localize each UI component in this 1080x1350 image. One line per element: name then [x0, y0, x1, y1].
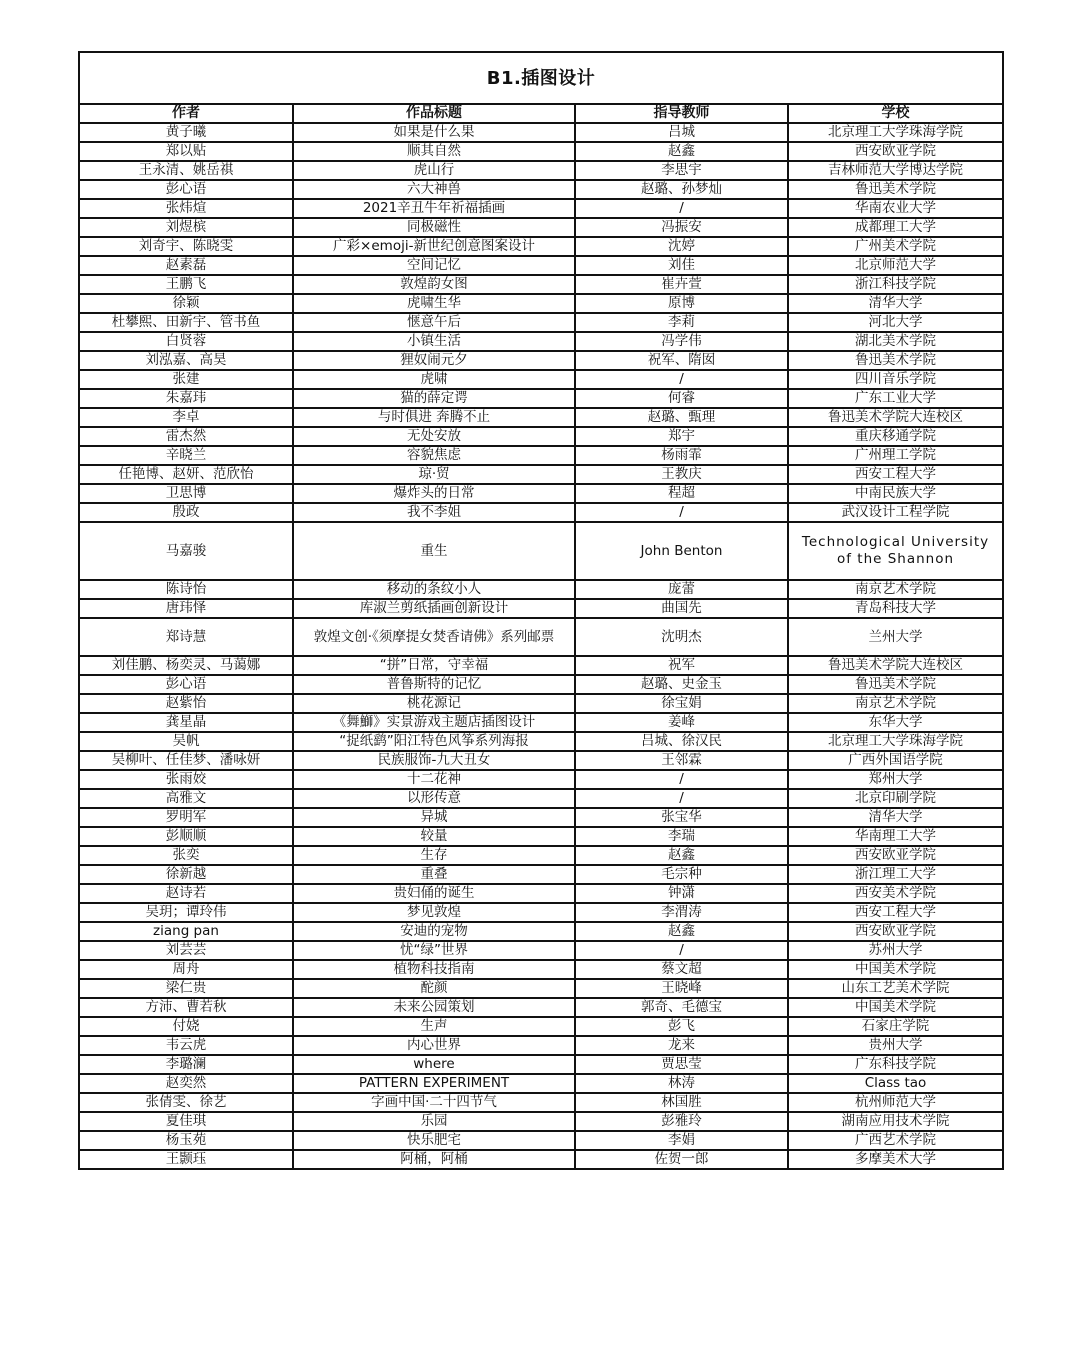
cell-school: 北京理工大学珠海学院: [788, 732, 1003, 751]
table-row: [79, 713, 1003, 732]
cell-author: 龚星晶: [79, 713, 293, 732]
table-body: [79, 123, 1003, 1169]
cell-instructor: 曲国先: [575, 599, 788, 618]
cell-author: 郑诗慧: [79, 618, 293, 656]
table-row: [79, 865, 1003, 884]
cell-author: 周舟: [79, 960, 293, 979]
cell-author: 陈诗怡: [79, 580, 293, 599]
cell-school: 湖南应用技术学院: [788, 1112, 1003, 1131]
table-row: [79, 789, 1003, 808]
table-row: [79, 332, 1003, 351]
cell-author: 杨玉苑: [79, 1131, 293, 1150]
cell-work-title: 贵妇俑的诞生: [293, 884, 575, 903]
cell-author: 殷政: [79, 503, 293, 522]
cell-school: 中国美术学院: [788, 960, 1003, 979]
table-row: [79, 313, 1003, 332]
cell-author: 吴柳叶、任佳梦、潘咏妍: [79, 751, 293, 770]
table-row: [79, 979, 1003, 998]
cell-instructor: 赵鑫: [575, 142, 788, 161]
cell-work-title: 以形传意: [293, 789, 575, 808]
cell-author: 夏佳琪: [79, 1112, 293, 1131]
cell-school: 广西艺术学院: [788, 1131, 1003, 1150]
cell-instructor: /: [575, 789, 788, 808]
cell-school: 华南农业大学: [788, 199, 1003, 218]
cell-work-title: 安迪的宠物: [293, 922, 575, 941]
cell-author: 卫思博: [79, 484, 293, 503]
cell-author: ziang pan: [79, 922, 293, 941]
table-row: [79, 1017, 1003, 1036]
table-row: [79, 218, 1003, 237]
cell-author: 付娆: [79, 1017, 293, 1036]
cell-author: 徐颖: [79, 294, 293, 313]
cell-work-title: 容貌焦虑: [293, 446, 575, 465]
cell-author: 郑以贴: [79, 142, 293, 161]
cell-work-title: PATTERN EXPERIMENT: [293, 1074, 575, 1093]
cell-work-title: 敦煌韵女图: [293, 275, 575, 294]
cell-author: 王颢珏: [79, 1150, 293, 1169]
table-row: [79, 123, 1003, 142]
cell-instructor: 郑宇: [575, 427, 788, 446]
cell-work-title: 库淑兰剪纸插画创新设计: [293, 599, 575, 618]
cell-instructor: 张宝华: [575, 808, 788, 827]
cell-author: 白贤蓉: [79, 332, 293, 351]
cell-work-title: 虎啸生华: [293, 294, 575, 313]
table-row: [79, 960, 1003, 979]
table-row: [79, 180, 1003, 199]
cell-instructor: /: [575, 503, 788, 522]
cell-school: 浙江科技学院: [788, 275, 1003, 294]
cell-school: 清华大学: [788, 808, 1003, 827]
cell-work-title: 较量: [293, 827, 575, 846]
cell-instructor: 李渭涛: [575, 903, 788, 922]
table-row: [79, 142, 1003, 161]
cell-work-title: 虎啸: [293, 370, 575, 389]
cell-school: 广西外国语学院: [788, 751, 1003, 770]
table-row: [79, 1112, 1003, 1131]
table-row: [79, 827, 1003, 846]
table-row: [79, 770, 1003, 789]
cell-work-title: 移动的条纹小人: [293, 580, 575, 599]
cell-school: 重庆移通学院: [788, 427, 1003, 446]
cell-author: 刘佳鹏、杨奕灵、马蔼娜: [79, 656, 293, 675]
table-row: [79, 1150, 1003, 1169]
cell-author: 张奕: [79, 846, 293, 865]
table-row: [79, 408, 1003, 427]
table-row: [79, 1093, 1003, 1112]
cell-school: 成都理工大学: [788, 218, 1003, 237]
header-author: 作者: [79, 104, 293, 123]
cell-work-title: 《舞鰤》实景游戏主题店插图设计: [293, 713, 575, 732]
table-row: [79, 675, 1003, 694]
cell-instructor: 冯振安: [575, 218, 788, 237]
cell-instructor: 刘佳: [575, 256, 788, 275]
cell-instructor: 赵璐、孙梦灿: [575, 180, 788, 199]
cell-author: 吴玥；谭玲伟: [79, 903, 293, 922]
cell-school: 鲁迅美术学院: [788, 675, 1003, 694]
cell-school: 鲁迅美术学院大连校区: [788, 656, 1003, 675]
header-instructor: 指导教师: [575, 104, 788, 123]
cell-instructor: 李娟: [575, 1131, 788, 1150]
cell-instructor: 李瑞: [575, 827, 788, 846]
cell-school: 北京理工大学珠海学院: [788, 123, 1003, 142]
cell-school: 广东科技学院: [788, 1055, 1003, 1074]
cell-work-title: 敦煌文创·《须摩提女焚香请佛》系列邮票: [293, 618, 575, 656]
table-row: [79, 846, 1003, 865]
cell-author: 黄子曦: [79, 123, 293, 142]
cell-school: 青岛科技大学: [788, 599, 1003, 618]
table-row: [79, 694, 1003, 713]
cell-instructor: /: [575, 770, 788, 789]
cell-author: 方沛、曹若秋: [79, 998, 293, 1017]
cell-school: 广州美术学院: [788, 237, 1003, 256]
table-row: [79, 751, 1003, 770]
cell-work-title: 未来公园策划: [293, 998, 575, 1017]
cell-school: 石家庄学院: [788, 1017, 1003, 1036]
cell-work-title: 顺其自然: [293, 142, 575, 161]
cell-instructor: 何睿: [575, 389, 788, 408]
cell-instructor: 王教庆: [575, 465, 788, 484]
cell-work-title: 阿桶，阿桶: [293, 1150, 575, 1169]
cell-work-title: “拼”日常，守幸福: [293, 656, 575, 675]
cell-school: 西安工程大学: [788, 465, 1003, 484]
cell-school: 西安欧亚学院: [788, 922, 1003, 941]
cell-author: 赵紫怡: [79, 694, 293, 713]
table-row: [79, 656, 1003, 675]
cell-work-title: 爆炸头的日常: [293, 484, 575, 503]
table-row: [79, 370, 1003, 389]
cell-author: 朱嘉玮: [79, 389, 293, 408]
cell-instructor: 杨雨霏: [575, 446, 788, 465]
table-row: [79, 446, 1003, 465]
table-row: [79, 522, 1003, 580]
cell-instructor: 吕城: [575, 123, 788, 142]
table-title: B1.插图设计: [79, 52, 1003, 104]
cell-school: 武汉设计工程学院: [788, 503, 1003, 522]
table-row: [79, 732, 1003, 751]
cell-work-title: 我不李姐: [293, 503, 575, 522]
cell-instructor: 崔卉萱: [575, 275, 788, 294]
cell-instructor: 彭飞: [575, 1017, 788, 1036]
cell-instructor: 赵鑫: [575, 846, 788, 865]
cell-instructor: /: [575, 941, 788, 960]
header-school: 学校: [788, 104, 1003, 123]
cell-instructor: /: [575, 199, 788, 218]
cell-work-title: 小镇生活: [293, 332, 575, 351]
cell-school: 贵州大学: [788, 1036, 1003, 1055]
cell-author: 刘泓嘉、高昊: [79, 351, 293, 370]
cell-work-title: 广彩×emoji-新世纪创意图案设计: [293, 237, 575, 256]
table-row: [79, 998, 1003, 1017]
cell-school: 河北大学: [788, 313, 1003, 332]
table-row: [79, 903, 1003, 922]
table-row: [79, 1074, 1003, 1093]
table-row: [79, 465, 1003, 484]
cell-school: 鲁迅美术学院大连校区: [788, 408, 1003, 427]
cell-author: 辛晓兰: [79, 446, 293, 465]
cell-author: 彭心语: [79, 180, 293, 199]
cell-instructor: 郭奇、毛德宝: [575, 998, 788, 1017]
cell-school: 广州理工学院: [788, 446, 1003, 465]
cell-instructor: 冯学伟: [575, 332, 788, 351]
cell-author: 刘奇宇、陈晓雯: [79, 237, 293, 256]
cell-instructor: 沈婷: [575, 237, 788, 256]
cell-school: 清华大学: [788, 294, 1003, 313]
cell-instructor: /: [575, 370, 788, 389]
cell-instructor: 林涛: [575, 1074, 788, 1093]
cell-school: 北京师范大学: [788, 256, 1003, 275]
table-row: [79, 1055, 1003, 1074]
table-row: [79, 1131, 1003, 1150]
cell-school: 西安欧亚学院: [788, 142, 1003, 161]
table-row: [79, 599, 1003, 618]
cell-work-title: “捉纸鹞”阳江特色风筝系列海报: [293, 732, 575, 751]
cell-instructor: 佐贺一郎: [575, 1150, 788, 1169]
cell-work-title: where: [293, 1055, 575, 1074]
cell-author: 王鹏飞: [79, 275, 293, 294]
table-row: [79, 275, 1003, 294]
cell-author: 韦云虎: [79, 1036, 293, 1055]
table-row: [79, 237, 1003, 256]
cell-instructor: 彭雅玲: [575, 1112, 788, 1131]
cell-author: 彭心语: [79, 675, 293, 694]
table-row: [79, 161, 1003, 180]
cell-author: 赵诗若: [79, 884, 293, 903]
table-row: [79, 1036, 1003, 1055]
cell-work-title: 空间记忆: [293, 256, 575, 275]
cell-work-title: 民族服饰-九大丑女: [293, 751, 575, 770]
table-row: [79, 484, 1003, 503]
cell-school: 中南民族大学: [788, 484, 1003, 503]
award-table: [78, 51, 1004, 1170]
cell-school: 西安工程大学: [788, 903, 1003, 922]
cell-instructor: 赵璐、甄理: [575, 408, 788, 427]
cell-instructor: 王邻霖: [575, 751, 788, 770]
cell-instructor: 祝军、隋囡: [575, 351, 788, 370]
table-row: [79, 294, 1003, 313]
cell-school: Technological University of the Shannon: [788, 522, 1003, 580]
cell-instructor: 林国胜: [575, 1093, 788, 1112]
cell-instructor: 蔡文超: [575, 960, 788, 979]
cell-author: 张建: [79, 370, 293, 389]
cell-school: 湖北美术学院: [788, 332, 1003, 351]
table-row: [79, 503, 1003, 522]
cell-work-title: 植物科技指南: [293, 960, 575, 979]
cell-work-title: 2021辛丑牛年祈福插画: [293, 199, 575, 218]
cell-author: 李璐澜: [79, 1055, 293, 1074]
cell-author: 张炜煊: [79, 199, 293, 218]
cell-author: 徐新越: [79, 865, 293, 884]
cell-work-title: 无处安放: [293, 427, 575, 446]
cell-work-title: 与时俱进 奔腾不止: [293, 408, 575, 427]
cell-work-title: 乐园: [293, 1112, 575, 1131]
header-work-title: 作品标题: [293, 104, 575, 123]
cell-instructor: 钟潇: [575, 884, 788, 903]
cell-work-title: 惬意午后: [293, 313, 575, 332]
cell-school: 鲁迅美术学院: [788, 351, 1003, 370]
cell-school: 吉林师范大学博达学院: [788, 161, 1003, 180]
cell-instructor: 贾思莹: [575, 1055, 788, 1074]
cell-work-title: 字画中国·二十四节气: [293, 1093, 575, 1112]
cell-work-title: 内心世界: [293, 1036, 575, 1055]
cell-author: 赵素磊: [79, 256, 293, 275]
cell-instructor: 姜峰: [575, 713, 788, 732]
cell-school: 山东工艺美术学院: [788, 979, 1003, 998]
cell-school: 南京艺术学院: [788, 694, 1003, 713]
cell-author: 杜攀熙、田新宇、管书鱼: [79, 313, 293, 332]
cell-work-title: 十二花神: [293, 770, 575, 789]
cell-school: 苏州大学: [788, 941, 1003, 960]
cell-work-title: 虎山行: [293, 161, 575, 180]
table-row: [79, 922, 1003, 941]
cell-work-title: 生声: [293, 1017, 575, 1036]
cell-instructor: 李思宇: [575, 161, 788, 180]
award-table-document: [78, 51, 1002, 1170]
table-row: [79, 256, 1003, 275]
cell-work-title: 快乐肥宅: [293, 1131, 575, 1150]
cell-school: 西安美术学院: [788, 884, 1003, 903]
cell-work-title: 猫的薛定谔: [293, 389, 575, 408]
cell-author: 唐玮怿: [79, 599, 293, 618]
cell-school: 华南理工大学: [788, 827, 1003, 846]
cell-work-title: 琼·贸: [293, 465, 575, 484]
cell-author: 刘煜槟: [79, 218, 293, 237]
cell-school: 郑州大学: [788, 770, 1003, 789]
cell-author: 马嘉骏: [79, 522, 293, 580]
cell-author: 李卓: [79, 408, 293, 427]
cell-work-title: 梦见敦煌: [293, 903, 575, 922]
cell-author: 刘芸芸: [79, 941, 293, 960]
header-row: [79, 104, 1003, 123]
cell-instructor: 龙来: [575, 1036, 788, 1055]
table-row: [79, 884, 1003, 903]
cell-school: 南京艺术学院: [788, 580, 1003, 599]
cell-author: 张雨姣: [79, 770, 293, 789]
cell-author: 罗明军: [79, 808, 293, 827]
cell-author: 王永清、姚岳祺: [79, 161, 293, 180]
table-row: [79, 427, 1003, 446]
cell-work-title: 重生: [293, 522, 575, 580]
cell-author: 任艳博、赵妍、范欣怡: [79, 465, 293, 484]
cell-school: 浙江理工大学: [788, 865, 1003, 884]
cell-author: 高雅文: [79, 789, 293, 808]
table-row: [79, 351, 1003, 370]
cell-school: 兰州大学: [788, 618, 1003, 656]
cell-school: 杭州师范大学: [788, 1093, 1003, 1112]
cell-instructor: 庞蕾: [575, 580, 788, 599]
cell-instructor: 吕城、徐汉民: [575, 732, 788, 751]
cell-work-title: 生存: [293, 846, 575, 865]
cell-work-title: 如果是什么果: [293, 123, 575, 142]
cell-author: 赵奕然: [79, 1074, 293, 1093]
cell-author: 雷杰然: [79, 427, 293, 446]
cell-instructor: John Benton: [575, 522, 788, 580]
table-row: [79, 389, 1003, 408]
title-row: [79, 52, 1003, 104]
cell-instructor: 李莉: [575, 313, 788, 332]
table-row: [79, 199, 1003, 218]
cell-work-title: 同极磁性: [293, 218, 575, 237]
cell-work-title: 异城: [293, 808, 575, 827]
cell-school: 西安欧亚学院: [788, 846, 1003, 865]
cell-school: 北京印刷学院: [788, 789, 1003, 808]
cell-work-title: 桃花源记: [293, 694, 575, 713]
cell-work-title: 六大神兽: [293, 180, 575, 199]
cell-school: 东华大学: [788, 713, 1003, 732]
cell-author: 吴帆: [79, 732, 293, 751]
cell-author: 梁仁贵: [79, 979, 293, 998]
cell-work-title: 忧“绿”世界: [293, 941, 575, 960]
cell-school: 广东工业大学: [788, 389, 1003, 408]
cell-instructor: 程超: [575, 484, 788, 503]
cell-instructor: 赵鑫: [575, 922, 788, 941]
cell-school: 四川音乐学院: [788, 370, 1003, 389]
cell-school: 多摩美术大学: [788, 1150, 1003, 1169]
cell-instructor: 赵璐、史金玉: [575, 675, 788, 694]
cell-instructor: 毛宗种: [575, 865, 788, 884]
cell-work-title: 普鲁斯特的记忆: [293, 675, 575, 694]
table-row: [79, 618, 1003, 656]
cell-school: 中国美术学院: [788, 998, 1003, 1017]
table-row: [79, 580, 1003, 599]
cell-instructor: 徐宝娟: [575, 694, 788, 713]
cell-instructor: 王晓峰: [575, 979, 788, 998]
cell-author: 彭顺顺: [79, 827, 293, 846]
cell-school: Class tao: [788, 1074, 1003, 1093]
cell-work-title: 狸奴闹元夕: [293, 351, 575, 370]
cell-author: 张倩雯、徐艺: [79, 1093, 293, 1112]
cell-instructor: 沈明杰: [575, 618, 788, 656]
cell-school: 鲁迅美术学院: [788, 180, 1003, 199]
cell-work-title: 重叠: [293, 865, 575, 884]
cell-work-title: 酡颜: [293, 979, 575, 998]
cell-instructor: 原博: [575, 294, 788, 313]
table-row: [79, 941, 1003, 960]
cell-instructor: 祝军: [575, 656, 788, 675]
table-row: [79, 808, 1003, 827]
